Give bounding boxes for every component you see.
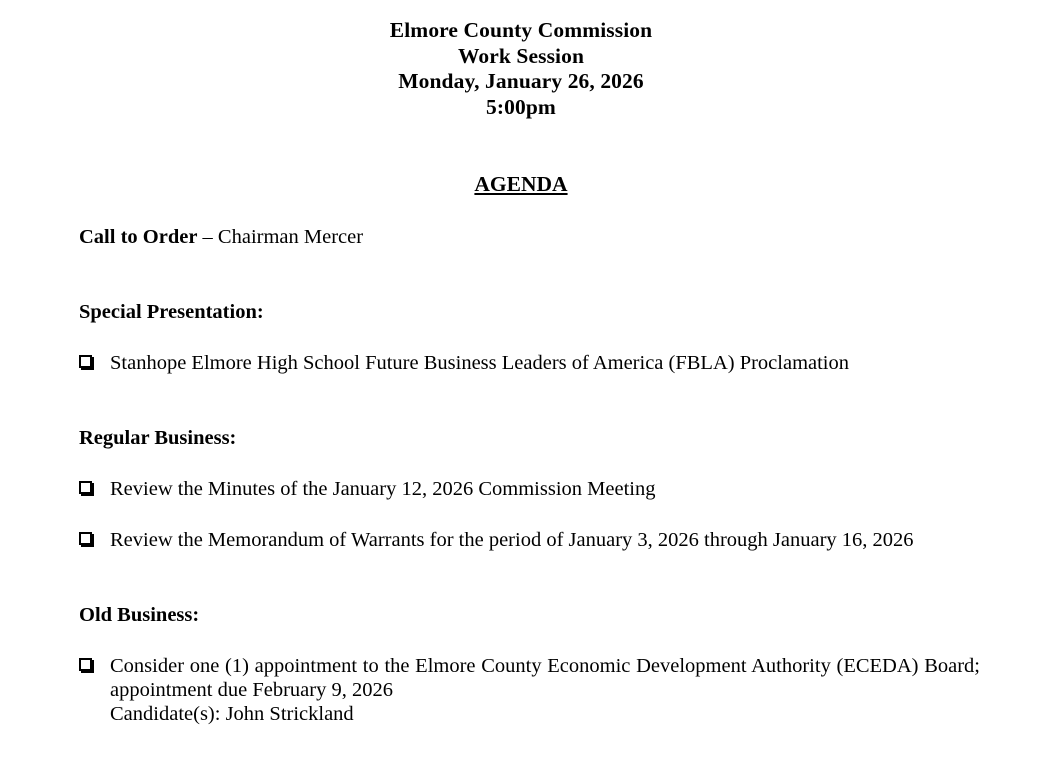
call-to-order-person: Chairman Mercer <box>217 226 364 248</box>
section-heading-regular-business: Regular Business: <box>79 427 237 449</box>
call-to-order-separator: – <box>197 226 218 248</box>
header-line-meeting-type: Work Session <box>457 43 585 68</box>
checkbox-square-icon <box>79 658 92 671</box>
list-item-candidates: Candidate(s): John Strickland <box>110 703 354 725</box>
header-line-organization: Elmore County Commission <box>389 18 653 42</box>
list-item-text: Review the Memorandum of Warrants for the period of January 3, 2026 through January 16, 2026 <box>110 529 914 551</box>
list-item <box>79 528 980 552</box>
call-to-order-line <box>79 225 980 249</box>
checkbox-square-icon <box>79 532 92 545</box>
agenda-body <box>79 225 980 726</box>
header-line-time: 5:00pm <box>486 94 556 119</box>
spacer <box>79 627 980 654</box>
list-item <box>79 477 980 501</box>
checkbox-square-icon <box>79 355 92 368</box>
spacer <box>79 324 980 351</box>
section-heading-old-business: Old Business: <box>79 604 200 626</box>
spacer <box>79 501 980 528</box>
call-to-order-label: Call to Order <box>79 226 198 248</box>
spacer <box>79 249 980 300</box>
list-item-text: Review the Minutes of the January 12, 2026 Commission Meeting <box>110 478 656 500</box>
spacer <box>79 375 980 426</box>
spacer <box>79 450 980 477</box>
list-item-text: Stanhope Elmore High School Future Business Leaders of America (FBLA) Proclamation <box>110 352 850 374</box>
checkbox-square-icon <box>79 481 92 494</box>
list-item-text: Consider one (1) appointment to the Elmore County Economic Development Authority (ECEDA) Board; appointment due February 9, 2026 <box>110 655 980 701</box>
document-header <box>0 0 1042 120</box>
section-heading-special-presentation: Special Presentation: <box>79 301 264 323</box>
spacer <box>79 552 980 603</box>
header-line-date: Monday, January 26, 2026 <box>398 69 644 93</box>
agenda-title: AGENDA <box>474 172 568 196</box>
agenda-title-container <box>0 172 1042 196</box>
list-item <box>79 351 980 375</box>
list-item <box>79 654 980 726</box>
